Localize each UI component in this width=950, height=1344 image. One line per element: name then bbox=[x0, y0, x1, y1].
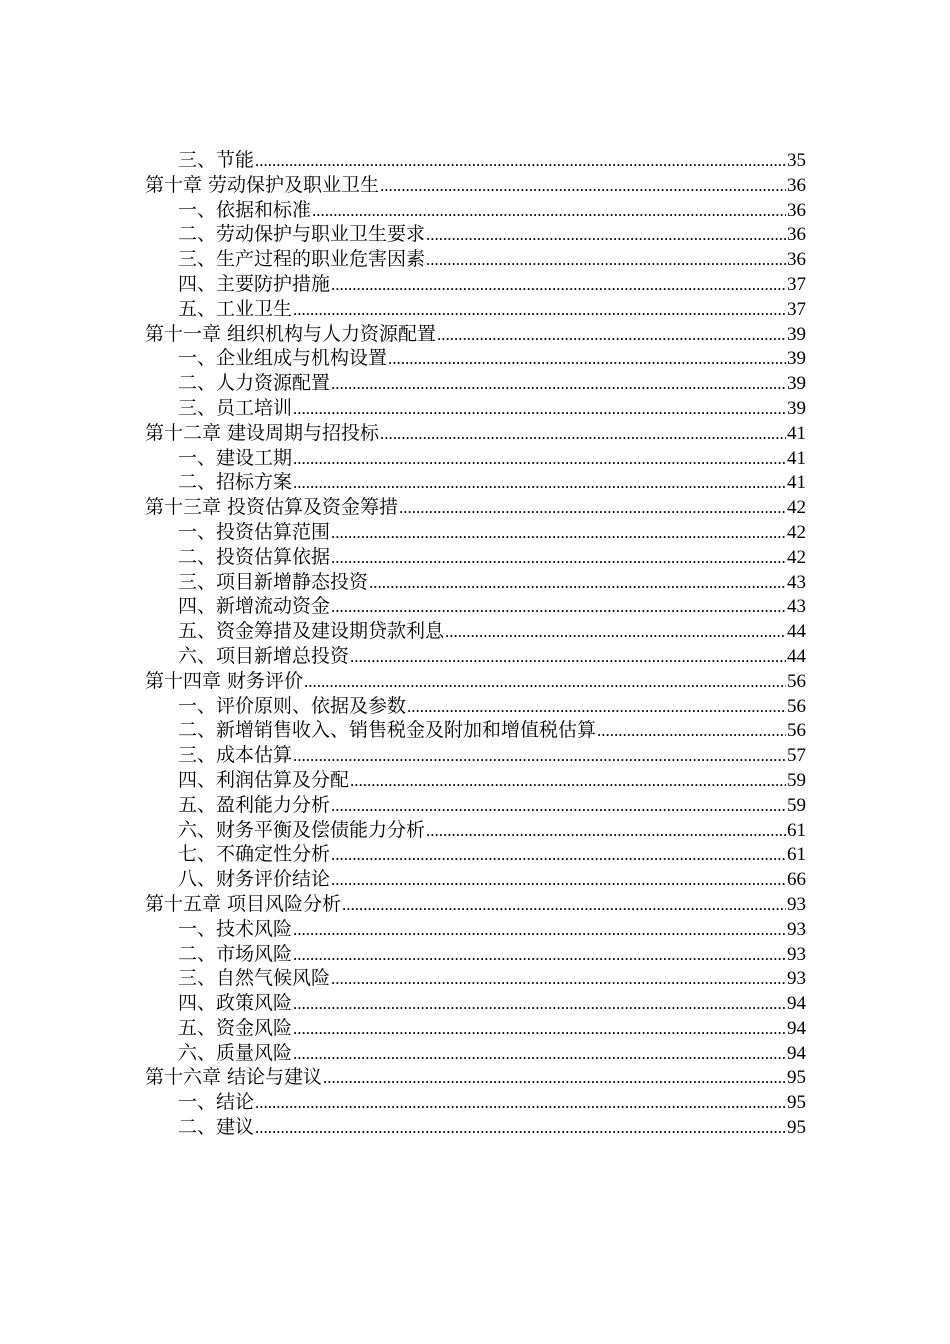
toc-dot-leader bbox=[597, 719, 786, 744]
toc-page-number: 39 bbox=[787, 373, 806, 395]
toc-entry-title: 六、财务平衡及偿债能力分析 bbox=[178, 818, 426, 841]
toc-entry-title: 第十二章 建设周期与招投标 bbox=[145, 421, 380, 444]
toc-page-number: 56 bbox=[787, 670, 806, 692]
toc-entry-title: 三、员工培训 bbox=[178, 396, 293, 419]
toc-page-number: 39 bbox=[787, 323, 806, 345]
toc-section-entry[interactable] bbox=[145, 743, 806, 768]
toc-section-entry[interactable] bbox=[145, 793, 806, 818]
toc-entry-title: 三、自然气候风险 bbox=[178, 967, 331, 990]
toc-chapter-entry[interactable] bbox=[145, 322, 806, 347]
toc-entry-title: 二、建议 bbox=[178, 1116, 255, 1139]
toc-dot-leader bbox=[350, 645, 786, 670]
toc-section-entry[interactable] bbox=[145, 1016, 806, 1041]
toc-page-number: 36 bbox=[787, 199, 806, 221]
toc-dot-leader bbox=[380, 422, 786, 447]
toc-entry-title: 一、建设工期 bbox=[178, 446, 293, 469]
toc-section-entry[interactable] bbox=[145, 818, 806, 843]
table-of-contents bbox=[145, 148, 806, 1140]
toc-page-number: 66 bbox=[787, 869, 806, 891]
toc-dot-leader bbox=[331, 868, 786, 893]
toc-dot-leader bbox=[323, 1066, 786, 1091]
toc-page-number: 93 bbox=[787, 893, 806, 915]
toc-dot-leader bbox=[426, 223, 786, 248]
toc-entry-title: 五、资金筹措及建设期贷款利息 bbox=[178, 620, 445, 643]
toc-chapter-entry[interactable] bbox=[145, 421, 806, 446]
toc-entry-title: 三、节能 bbox=[178, 149, 255, 171]
toc-entry-title: 第十一章 组织机构与人力资源配置 bbox=[145, 322, 437, 345]
toc-section-entry[interactable] bbox=[145, 470, 806, 495]
toc-page-number: 37 bbox=[787, 298, 806, 320]
toc-dot-leader bbox=[331, 273, 786, 298]
toc-dot-leader bbox=[293, 471, 786, 496]
toc-chapter-entry[interactable] bbox=[145, 1065, 806, 1090]
toc-entry-title: 第十章 劳动保护及职业卫生 bbox=[145, 173, 380, 196]
toc-entry-title: 五、工业卫生 bbox=[178, 297, 293, 320]
toc-dot-leader bbox=[331, 546, 786, 571]
toc-page-number: 61 bbox=[787, 819, 806, 841]
toc-entry-title: 八、财务评价结论 bbox=[178, 868, 331, 891]
toc-page-number: 61 bbox=[787, 844, 806, 866]
toc-section-entry[interactable] bbox=[145, 371, 806, 396]
toc-chapter-entry[interactable] bbox=[145, 495, 806, 520]
toc-entry-title: 第十三章 投资估算及资金筹措 bbox=[145, 496, 399, 519]
toc-page-number: 57 bbox=[787, 745, 806, 767]
toc-page-number: 41 bbox=[787, 422, 806, 444]
toc-dot-leader bbox=[293, 1017, 786, 1042]
toc-dot-leader bbox=[380, 174, 786, 199]
toc-entry-title: 六、质量风险 bbox=[178, 1041, 293, 1064]
toc-section-entry[interactable] bbox=[145, 619, 806, 644]
toc-entry-title: 三、项目新增静态投资 bbox=[178, 570, 369, 593]
toc-dot-leader bbox=[350, 769, 786, 794]
toc-entry-title: 三、成本估算 bbox=[178, 744, 293, 767]
toc-page-number: 42 bbox=[787, 521, 806, 543]
toc-entry-title: 七、不确定性分析 bbox=[178, 843, 331, 866]
toc-page-number: 56 bbox=[787, 695, 806, 717]
toc-section-entry[interactable] bbox=[145, 594, 806, 619]
toc-page-number: 94 bbox=[787, 993, 806, 1015]
toc-entry-title: 二、招标方案 bbox=[178, 471, 293, 494]
toc-page-number: 37 bbox=[787, 273, 806, 295]
toc-entry-title: 二、劳动保护与职业卫生要求 bbox=[178, 223, 426, 246]
toc-dot-leader bbox=[426, 819, 786, 844]
toc-entry-title: 第十四章 财务评价 bbox=[145, 669, 304, 692]
toc-section-entry[interactable] bbox=[145, 842, 806, 867]
toc-page-number: 43 bbox=[787, 571, 806, 593]
toc-page-number: 36 bbox=[787, 224, 806, 246]
toc-entry-title: 二、投资估算依据 bbox=[178, 545, 331, 568]
toc-page-number: 44 bbox=[787, 645, 806, 667]
toc-entry-title: 四、利润估算及分配 bbox=[178, 768, 350, 791]
toc-page-number: 42 bbox=[787, 497, 806, 519]
toc-entry-title: 第十六章 结论与建议 bbox=[145, 1066, 323, 1089]
toc-dot-leader bbox=[293, 397, 786, 422]
toc-dot-leader bbox=[399, 496, 786, 521]
toc-page-number: 35 bbox=[787, 150, 806, 171]
toc-chapter-entry[interactable] bbox=[145, 173, 806, 198]
toc-page-number: 36 bbox=[787, 249, 806, 271]
toc-entry-title: 四、主要防护措施 bbox=[178, 272, 331, 295]
toc-dot-leader bbox=[293, 298, 786, 323]
toc-entry-title: 五、资金风险 bbox=[178, 1016, 293, 1039]
toc-dot-leader bbox=[331, 521, 786, 546]
toc-dot-leader bbox=[369, 571, 786, 596]
toc-dot-leader bbox=[407, 695, 786, 720]
toc-section-entry[interactable] bbox=[145, 222, 806, 247]
toc-page-number: 42 bbox=[787, 546, 806, 568]
toc-entry-title: 五、盈利能力分析 bbox=[178, 793, 331, 816]
toc-section-entry[interactable] bbox=[145, 545, 806, 570]
toc-section-entry[interactable] bbox=[145, 917, 806, 942]
toc-dot-leader bbox=[255, 1091, 786, 1116]
toc-chapter-entry[interactable] bbox=[145, 669, 806, 694]
toc-entry-title: 二、市场风险 bbox=[178, 942, 293, 965]
toc-page-number: 36 bbox=[787, 174, 806, 196]
toc-section-entry[interactable] bbox=[145, 644, 806, 669]
toc-dot-leader bbox=[426, 248, 786, 273]
toc-page-number: 39 bbox=[787, 348, 806, 370]
toc-entry-title: 四、新增流动资金 bbox=[178, 595, 331, 618]
toc-dot-leader bbox=[293, 1042, 786, 1067]
toc-section-entry[interactable] bbox=[145, 768, 806, 793]
toc-page-number: 39 bbox=[787, 397, 806, 419]
toc-entry-title: 四、政策风险 bbox=[178, 992, 293, 1015]
toc-page-number: 95 bbox=[787, 1117, 806, 1139]
toc-entry-title: 第十五章 项目风险分析 bbox=[145, 892, 342, 915]
toc-section-entry[interactable] bbox=[145, 1115, 806, 1140]
toc-entry-title: 二、新增销售收入、销售税金及附加和增值税估算 bbox=[178, 719, 597, 742]
toc-dot-leader bbox=[293, 744, 786, 769]
toc-page-number: 41 bbox=[787, 447, 806, 469]
toc-section-entry[interactable] bbox=[145, 446, 806, 471]
toc-section-entry[interactable] bbox=[145, 570, 806, 595]
toc-section-entry[interactable] bbox=[145, 346, 806, 371]
toc-entry-title: 一、企业组成与机构设置 bbox=[178, 347, 388, 370]
toc-dot-leader bbox=[388, 347, 786, 372]
toc-section-entry[interactable] bbox=[145, 942, 806, 967]
toc-section-entry[interactable] bbox=[145, 396, 806, 421]
toc-section-entry[interactable] bbox=[145, 520, 806, 545]
toc-section-entry[interactable] bbox=[145, 867, 806, 892]
toc-dot-leader bbox=[331, 595, 786, 620]
toc-dot-leader bbox=[312, 199, 786, 224]
toc-dot-leader bbox=[304, 670, 786, 695]
toc-dot-leader bbox=[331, 372, 786, 397]
toc-page-number: 59 bbox=[787, 794, 806, 816]
toc-section-entry[interactable] bbox=[145, 148, 806, 173]
toc-section-entry[interactable] bbox=[145, 272, 806, 297]
toc-page-number: 41 bbox=[787, 472, 806, 494]
toc-entry-title: 二、人力资源配置 bbox=[178, 372, 331, 395]
toc-page-number: 95 bbox=[787, 1067, 806, 1089]
toc-section-entry[interactable] bbox=[145, 694, 806, 719]
toc-page-number: 43 bbox=[787, 596, 806, 618]
toc-page-number: 94 bbox=[787, 1017, 806, 1039]
toc-dot-leader bbox=[255, 1116, 786, 1141]
toc-dot-leader bbox=[342, 893, 786, 918]
toc-section-entry[interactable] bbox=[145, 247, 806, 272]
toc-dot-leader bbox=[293, 447, 786, 472]
toc-section-entry[interactable] bbox=[145, 1090, 806, 1115]
toc-section-entry[interactable] bbox=[145, 297, 806, 322]
toc-dot-leader bbox=[331, 794, 786, 819]
toc-page-number: 94 bbox=[787, 1042, 806, 1064]
toc-page-number: 59 bbox=[787, 769, 806, 791]
toc-section-entry[interactable] bbox=[145, 1041, 806, 1066]
toc-page-number: 93 bbox=[787, 918, 806, 940]
toc-dot-leader bbox=[331, 967, 786, 992]
toc-page-number: 93 bbox=[787, 943, 806, 965]
toc-dot-leader bbox=[255, 149, 786, 174]
toc-dot-leader bbox=[293, 918, 786, 943]
toc-entry-title: 一、依据和标准 bbox=[178, 198, 312, 221]
toc-dot-leader bbox=[293, 943, 786, 968]
toc-entry-title: 三、生产过程的职业危害因素 bbox=[178, 248, 426, 271]
toc-section-entry[interactable] bbox=[145, 718, 806, 743]
toc-section-entry[interactable] bbox=[145, 991, 806, 1016]
toc-page-number: 93 bbox=[787, 968, 806, 990]
toc-page-number: 44 bbox=[787, 621, 806, 643]
toc-dot-leader bbox=[293, 992, 786, 1017]
toc-entry-title: 六、项目新增总投资 bbox=[178, 644, 350, 667]
toc-entry-title: 一、技术风险 bbox=[178, 917, 293, 940]
toc-dot-leader bbox=[331, 843, 786, 868]
toc-section-entry[interactable] bbox=[145, 198, 806, 223]
toc-entry-title: 一、结论 bbox=[178, 1091, 255, 1114]
toc-page-number: 56 bbox=[787, 720, 806, 742]
toc-section-entry[interactable] bbox=[145, 966, 806, 991]
toc-dot-leader bbox=[445, 620, 786, 645]
toc-chapter-entry[interactable] bbox=[145, 892, 806, 917]
toc-page-number: 95 bbox=[787, 1092, 806, 1114]
toc-dot-leader bbox=[437, 323, 786, 348]
toc-entry-title: 一、评价原则、依据及参数 bbox=[178, 694, 407, 717]
toc-entry-title: 一、投资估算范围 bbox=[178, 520, 331, 543]
